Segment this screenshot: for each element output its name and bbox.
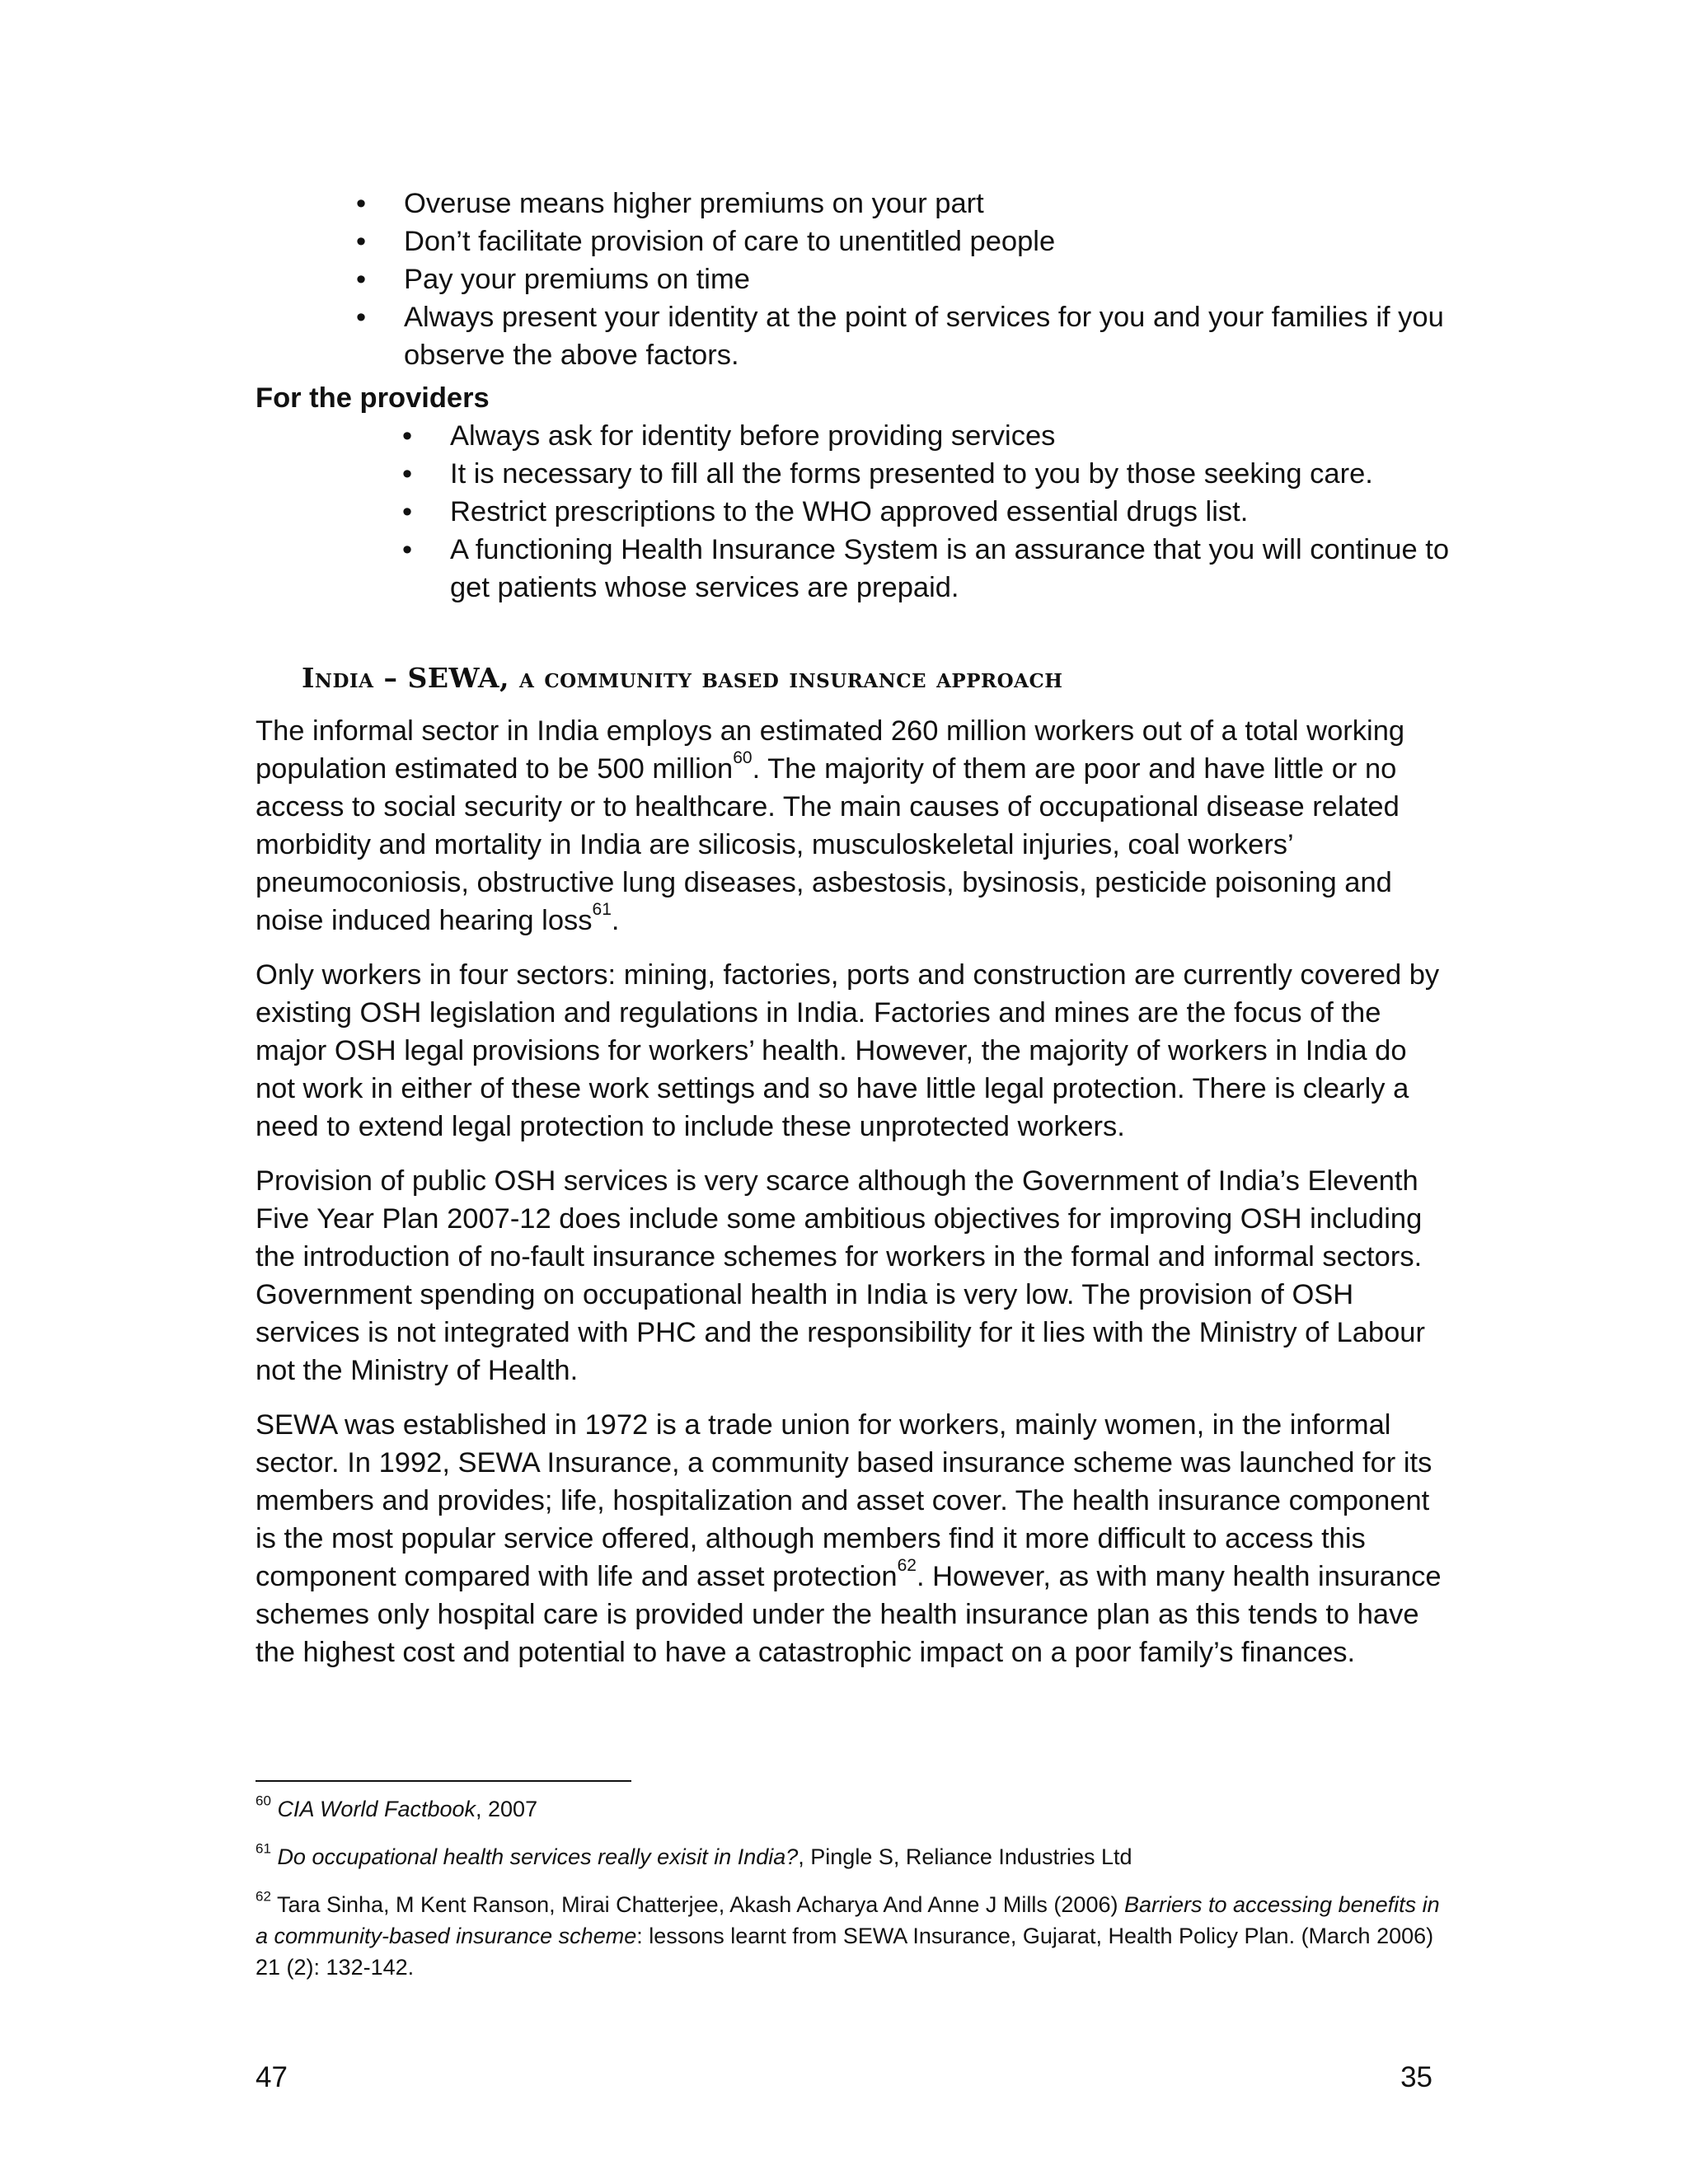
bullet-glyph: • <box>402 458 413 490</box>
list-item <box>402 493 1449 531</box>
list-item-text: It is necessary to fill all the forms presented to you by those seeking care. <box>450 458 1373 490</box>
paragraph-informal-sector <box>256 712 1442 940</box>
page-number-right: 35 <box>1400 2061 1432 2093</box>
list-item-text: Pay your premiums on time <box>404 264 750 295</box>
footnote-title: Barriers to accessing benefits in a community-based insurance scheme <box>256 1892 1440 1948</box>
footnote-ref: 62 <box>897 1556 917 1576</box>
footnote-62 <box>256 1889 1442 1983</box>
footnote-number: 62 <box>256 1888 271 1905</box>
paragraph-text: The informal sector in India employs an estimated 260 million workers out of a total working population estimated to be 500 million <box>256 715 1405 785</box>
bullet-glyph: • <box>356 264 367 295</box>
list-item-text: Always ask for identity before providing services <box>450 420 1056 452</box>
paragraph-public-services: Provision of public OSH services is very scarce although the Government of India’s Eleventh Five Year Plan 2007-12 does include some ambitious objectives for improving OSH including the introduction of no-fault insurance schemes for workers in the formal and informal sectors. Government spending on occupational health in India is very low. The provision of OSH services is not integrated with PHC and the responsibility for it lies with the Ministry of Labour not the Ministry of Health. <box>256 1165 1425 1386</box>
footnote-divider <box>256 1780 631 1782</box>
footnote-text: , Pingle S, Reliance Industries Ltd <box>798 1844 1132 1869</box>
bullet-glyph: • <box>402 420 413 452</box>
paragraph-text: . <box>611 905 620 936</box>
list-item <box>356 260 1444 298</box>
footnote-title: CIA World Factbook <box>277 1797 476 1821</box>
list-item <box>402 531 1449 607</box>
footnote-text: : lessons learnt from SEWA Insurance, Gujarat, Health Policy Plan. (March 2006) 21 (2): 132-142. <box>256 1924 1434 1980</box>
list-item <box>402 417 1449 455</box>
providers-heading: For the providers <box>256 382 490 414</box>
paragraph-legislation: Only workers in four sectors: mining, factories, ports and construction are currently covered by existing OSH legislation and regulations in India. Factories and mines are the focus of the major OSH legal provisions for workers’ health. However, the majority of workers in India do not work in either of these work settings and so have little legal protection. There is clearly a need to extend legal protection to include these unprotected workers. <box>256 959 1440 1142</box>
consumer-guidance-list <box>356 185 1444 374</box>
page-number-left: 47 <box>256 2061 288 2093</box>
list-item <box>402 455 1449 493</box>
bullet-glyph: • <box>402 496 413 527</box>
list-item-text: Always present your identity at the point of services for you and your families if you observe the above factors. <box>404 302 1444 371</box>
paragraph-text: SEWA was established in 1972 is a trade union for workers, mainly women, in the informal sector. In 1992, SEWA Insurance, a community based insurance scheme was launched for its members and provides; life, hospitalization and asset cover. The health insurance component is the most popular service offered, although members find it more difficult to access this component compared with life and asset protection <box>256 1409 1432 1592</box>
footnote-number: 61 <box>256 1840 271 1857</box>
list-item-text: A functioning Health Insurance System is an assurance that you will continue to get patients whose services are prepaid. <box>450 534 1450 603</box>
list-item-text: Overuse means higher premiums on your part <box>404 188 984 219</box>
list-item-text: Restrict prescriptions to the WHO approved essential drugs list. <box>450 496 1249 527</box>
list-item <box>356 185 1444 223</box>
footnote-text: Tara Sinha, M Kent Ranson, Mirai Chatterjee, Akash Acharya And Anne J Mills (2006) <box>276 1892 1124 1917</box>
paragraph-text: . The majority of them are poor and have little or no access to social security or to healthcare. The main causes of occupational disease related morbidity and mortality in India are silicosis, musculoskeletal injuries, coal workers’ pneumoconiosis, obstructive lung diseases, asbestosis, bysinosis, pesticide poisoning and noise induced hearing loss <box>256 753 1400 936</box>
list-item <box>356 298 1444 374</box>
footnote-number: 60 <box>256 1793 271 1809</box>
list-item <box>356 223 1444 260</box>
bullet-glyph: • <box>402 534 413 565</box>
footnote-title: Do occupational health services really exisit in India? <box>277 1844 799 1869</box>
section-heading: India – SEWA, a community based insurance approach <box>302 662 1063 694</box>
bullet-glyph: • <box>356 302 367 333</box>
list-item-text: Don’t facilitate provision of care to unentitled people <box>404 226 1056 257</box>
providers-guidance-list <box>402 417 1449 607</box>
footnote-text: , 2007 <box>476 1797 538 1821</box>
footnote-ref: 61 <box>592 900 612 920</box>
footnote-60 <box>256 1793 1442 1825</box>
bullet-glyph: • <box>356 188 367 219</box>
paragraph-text: . However, as with many health insurance schemes only hospital care is provided under the health insurance plan as this tends to have the highest cost and potential to have a catastrophic impact on a poor family’s finances. <box>256 1561 1442 1668</box>
footnote-61 <box>256 1841 1442 1872</box>
bullet-glyph: • <box>356 226 367 257</box>
footnote-ref: 60 <box>733 748 753 768</box>
paragraph-sewa <box>256 1406 1442 1671</box>
